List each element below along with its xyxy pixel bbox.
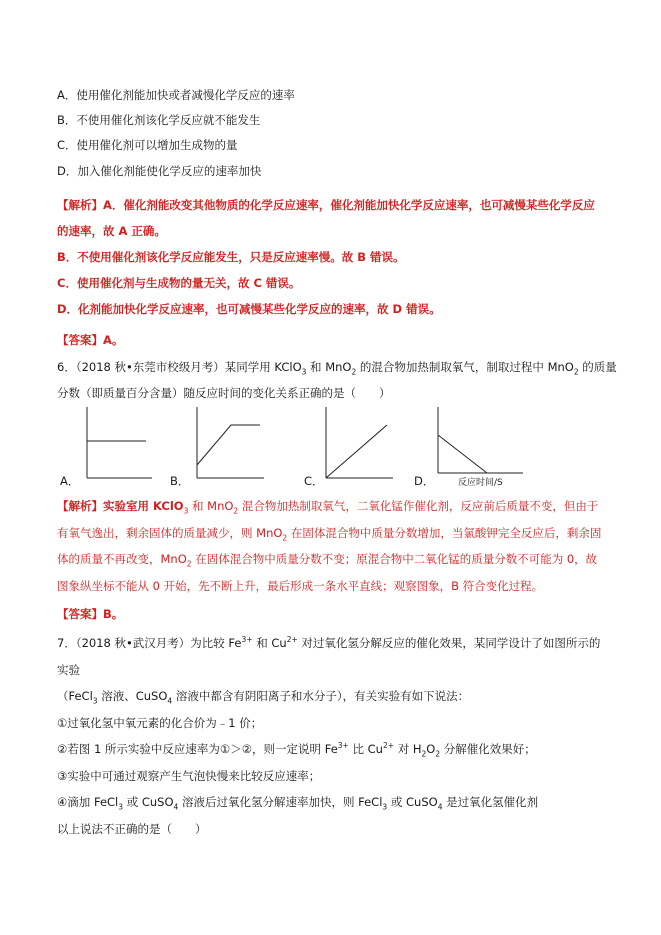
graph-c bbox=[323, 405, 395, 480]
q7-stem-line-1: 7．（2018 秋•武汉月考）为比较 $Fe^{3+}$ 和 $Cu^{2+}$ 对过氧化氢分解反应的催化效果，某同学设计了如图所示的实验 bbox=[57, 635, 601, 677]
q6-analysis-line-3: 体的质量不再改变，MnO$_2$ 在固体混合物中质量分数不变；原混合物中二氧化锰的质量分数不可能为 0，故 bbox=[57, 552, 598, 569]
graph-b-label: B． bbox=[170, 474, 190, 488]
q5-analysis-line-2: 的速率，故 A 正确。 bbox=[57, 224, 166, 238]
graph-d-label: D． bbox=[414, 474, 435, 488]
q5-answer: 【答案】A。 bbox=[57, 333, 124, 347]
graph-b bbox=[194, 405, 266, 480]
q6-analysis bbox=[57, 493, 609, 599]
q6-stem-line-1: 6．（2018 秋•东莞市校级月考）某同学用 KClO$_3$ 和 MnO$_2$ 的混合物加热制取氧气，制取过程中 MnO$_2$ 的质量 bbox=[57, 360, 617, 377]
q6-analysis-line-1: 【解析】实验室用 KClO$_3$ 和 MnO$_2$ 混合物加热制取氧气，二氧化锰作催化剂，反应前后质量不变，但由于 bbox=[57, 499, 599, 516]
graph-c-label: C． bbox=[304, 474, 324, 488]
graph-d-curve bbox=[438, 435, 487, 473]
q5-option-c: C．使用催化剂可以增加生成物的量 bbox=[57, 138, 238, 152]
graph-d bbox=[435, 405, 525, 480]
graph-a bbox=[84, 405, 154, 480]
q7-question: 以上说法不正确的是（ ） bbox=[57, 821, 207, 836]
q6-analysis-line-2: 有氧气逸出，剩余固体的质量减少，则 MnO$_2$ 在固体混合物中质量分数增加，当氯酸钾完全反应后，剩余固 bbox=[57, 525, 602, 542]
q6-stem-line-2: 分数（即质量百分含量）随反应时间的变化关系正确的是（ ） bbox=[57, 386, 391, 400]
graph-d-x-axis-label: 反应时间/S bbox=[458, 478, 503, 488]
q5-analysis-line-3: B．不使用催化剂该化学反应能发生，只是反应速率慢。故 B 错误。 bbox=[57, 250, 405, 264]
q5-option-d: D．加入催化剂能使化学反应的速率加快 bbox=[57, 164, 262, 178]
q7-statement-1: ①过氧化氢中氧元素的化合价为﹣1 价； bbox=[57, 715, 263, 730]
graph-a-label: A． bbox=[60, 474, 80, 488]
q5-analysis-line-4: C．使用催化剂与生成物的量无关，故 C 错误。 bbox=[57, 276, 301, 290]
graph-c-curve bbox=[326, 425, 387, 478]
q5-analysis-line-1: 【解析】A．催化剂能改变其他物质的化学反应速率，催化剂能加快化学反应速率，也可减慢某些化学反应 bbox=[57, 198, 595, 212]
q5-option-a: A．使用催化剂能加快或者减慢化学反应的速率 bbox=[57, 88, 295, 102]
q7-body bbox=[57, 630, 609, 842]
q5-analysis-line-5: D．化剂能加快化学反应速率，也可减慢某些化学反应的速率，故 D 错误。 bbox=[57, 302, 441, 316]
q5-option-b: B．不使用催化剂该化学反应就不能发生 bbox=[57, 113, 261, 127]
q6-answer: 【答案】B。 bbox=[57, 607, 124, 621]
q7-stem-line-2: （FeCl$_3$ 溶液、CuSO$_4$ 溶液中都含有阴阳离子和水分子），有关实验有如下说法： bbox=[57, 689, 470, 706]
q7-statement-2: ②若图 1 所示实验中反应速率为①＞②，则一定说明 $Fe^{3+}$ 比 $Cu^{2+}$ 对 $H_2O_2$ 分解催化效果好； bbox=[57, 741, 536, 759]
q7-statement-4: ④滴加 FeCl$_3$ 或 CuSO$_4$ 溶液后过氧化氢分解速率加快，则 FeCl$_3$ 或 CuSO$_4$ 是过氧化氢催化剂 bbox=[57, 795, 539, 812]
graph-b-curve bbox=[197, 425, 260, 465]
q7-statement-3: ③实验中可通过观察产生气泡快慢来比较反应速率； bbox=[57, 768, 321, 783]
q6-analysis-line-4: 图象纵坐标不能从 0 开始，先不断上升，最后形成一条水平直线；观察图象，B 符合变化过程。 bbox=[57, 578, 544, 593]
